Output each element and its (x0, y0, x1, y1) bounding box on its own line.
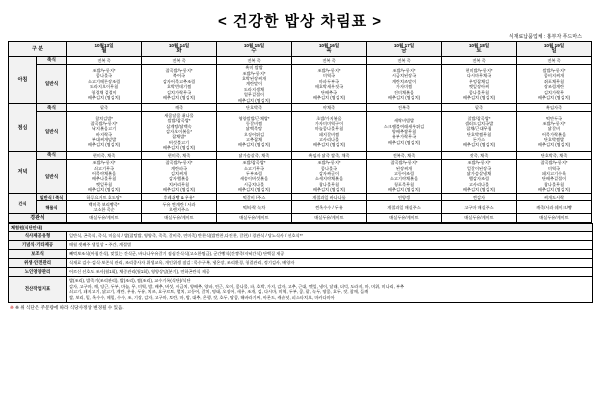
table-row (9, 104, 592, 112)
menu-cell: 전복 죽 (67, 56, 142, 64)
menu-cell: 전복 죽 (292, 56, 367, 64)
menu-cell: 매실두유/게이트 (367, 214, 442, 222)
meal-label-0: 아침 (9, 56, 37, 104)
menu-cell: 새콤달콤 취나물 쌀밥/잡곡밥* 삼계탕/닭백숙 감자오이볶음* 잡채밥* 버섯불고기 배추김치 (찜김치) (142, 112, 217, 152)
note-row (9, 276, 593, 302)
note-text-1: 매월 셋째주 생일상 ~ 주간, 계절별 (67, 241, 593, 250)
note-label-4: 노인영양관리 (9, 268, 67, 277)
menu-cell: 잣죽, 채죽 (442, 151, 517, 159)
menu-cell: 매실두유/게이트 (517, 214, 592, 222)
menu-cell: 깨죽 (142, 104, 217, 112)
menu-cell: 야채죽 (292, 104, 367, 112)
menu-cell: 전복죽 (367, 104, 442, 112)
menu-cell: 떡/타락 녹차 (217, 201, 292, 214)
meal-label-snack: 간식 (9, 194, 37, 214)
note-label-3: 위생·안전관리 (9, 259, 67, 268)
column-header-day-2: 10월 15일 수 (217, 42, 292, 57)
note-row (9, 268, 593, 277)
menu-table (8, 41, 592, 223)
table-row (9, 201, 592, 214)
menu-cell: 조밥/누룽지* 얼갈이된장국 닭가슴살냉채 햄감자조림 고사리나물 배추김치 (찜김치) (442, 159, 517, 193)
notes-table (8, 223, 593, 303)
menu-cell: 전복 죽 (367, 56, 442, 64)
diet-type-label: 일반식 / 죽식 (37, 194, 67, 201)
note-label-0: 식사제공유형 (9, 232, 67, 241)
menu-cell: 현미밥/누룽지* 다시마무채국 우엉잡채김 깻잎장아찌 콩나물무침 배추김치 (찜김치) (442, 64, 517, 104)
menu-cell: 조밥/누룽지* 콩나물국 소고기메론장조림 도라지오이무침 청경채 겉절이 배추김치 (찜김치) (67, 64, 142, 104)
menu-cell: 떡갈비 /주스 (217, 194, 292, 201)
meal-label-2: 저녁 (9, 151, 37, 193)
meal-label-tubefeed: 경관식 (9, 214, 67, 222)
footer-note (8, 305, 592, 311)
diet-type-label: 죽식 (37, 104, 67, 112)
menu-cell: 매실두유/게이트 (442, 214, 517, 222)
diet-type-label: 일반식 (37, 112, 67, 152)
diet-type-label: 죽식 (37, 56, 67, 64)
menu-cell: 흑임자 닭죽 쌀죽, 채죽 (292, 151, 367, 159)
menu-cell: 찐감자 (442, 194, 517, 201)
note-label-5: 전산작업지표 (9, 276, 67, 302)
note-label-1: 기념식·기타제공 (9, 241, 67, 250)
menu-cell: 깨죽/사과 쉐이크/빵 (517, 201, 592, 214)
menu-cell: 잡곡밥/누룽지* 계란파국 김치찌개 감자햄볶음 치커리무침 배추김치 (찜김치) (142, 159, 217, 193)
menu-cell: 조밥/누룽지* 콩나물국 감자짜글이 소세지야채볶음 참나물무침 배추김치 (찜김치) (292, 159, 367, 193)
menu-cell: 떡만두국 조밥/누룽지* 닭갈비 어묵가락볶음 단호박찜밥 배추김치 (찜김치) (517, 112, 592, 152)
note-text-0: 일반식, 곤죽식, 죽식, 미음식 / 밥(잡탕밥, 영양죽, 죽죽, 갈비죽, 연미죽) 반찬식(밥반찬,다진찬, 갈찬) / 경관식 / 당노식사 / 선호식** (67, 232, 593, 241)
menu-cell: 단호박죽, 채죽 (517, 151, 592, 159)
menu-cell: 하루요거트 호도땅* (67, 194, 142, 201)
column-header-division: 구 분 (9, 42, 67, 57)
note-row (9, 241, 593, 250)
menu-cell: 현미죽, 채죽 (67, 151, 142, 159)
column-header-day-4: 10월 17일 금 (367, 42, 442, 57)
menu-cell: 조밥/누룽지* 쇠고기무국 어묵야채볶음 배추나물무침 깻잎무침 배추김치 (찜김치) (67, 159, 142, 193)
menu-cell: 쌀밥/누룽지* 콩비지찌개 쥐포채무침 장조림계란 김치가락무 배추김치 (찜김치) (517, 64, 592, 104)
supplier-label: 식재료납품업체 : 홍부자 푸드마스 (508, 34, 582, 40)
menu-cell: 초밥/가지볶음 가자미미역구이 마늘콩나물무침 돼지갈비찜 고사리나물 배추김치 (찜김치) (292, 112, 367, 152)
menu-cell: 조밥/잡곡밥* 소고기무국 두부조림 새송이버섯볶음 시금치나물 배추김치 (찜김치) (217, 159, 292, 193)
page-title: < 건강한 밥상 차림표 > (217, 13, 383, 30)
menu-cell: 현미죽, 채죽 (142, 151, 217, 159)
column-header-day-6: 10월 19일 일 (517, 42, 592, 57)
menu-cell: 매실두유/게이트 (217, 214, 292, 222)
diet-type-label: 일반식 (37, 159, 67, 193)
column-header-day-5: 10월 18일 토 (442, 42, 517, 57)
table-row (9, 64, 592, 104)
table-row (9, 56, 592, 64)
column-header-day-3: 10월 16일 목 (292, 42, 367, 57)
meal-label-1: 점심 (9, 104, 37, 152)
menu-cell: 조밥/누룽지* 시금치된장국 계란치즈말이 가자미찜 진미채볶음 배추김치 (찜김치) (367, 64, 442, 104)
menu-cell: 찐옥수수 / 두유 (292, 201, 367, 214)
menu-cell: 조밥/누룽지* 미역국 마파두부국 애호박새우젓국 단배추국 배추김치 (찜김치) (292, 64, 367, 104)
menu-cell: 참치김밥* 잡곡밥/누룽지* 낙지볶음고기 바지락국 부대찌개덮밥 배추김치 (찜김치) (67, 112, 142, 152)
asterisk-icon: ※ (10, 304, 14, 310)
menu-cell: 계절과일 바나나롤 (292, 194, 367, 201)
menu-cell: 잡곡밥/누룽지* 된장찌개 고등어조림 소고기야채볶음 청포묵무침 배추김치 (찜김치) (367, 159, 442, 193)
menu-cell: 백미죽 보리빵죽* 고소한 죽순 (67, 201, 142, 214)
table-row (9, 159, 592, 193)
note-label-2: 보조식 (9, 250, 67, 259)
menu-cell: 매실두유/게이트 (142, 214, 217, 222)
menu-cell: 찌개도시락 (517, 194, 592, 201)
menu-cell: 단호박죽 (217, 104, 292, 112)
menu-cell: 전복죽, 채죽 (367, 151, 442, 159)
menu-cell: 영양쌀밥/근채밥* 등갈비찜 닭백묵탕 오징어튀김 고추잡채 배추김치 (찜김치) (217, 112, 292, 152)
menu-cell: 잡곡밥/누룽지* 북어국 감자어묵고추조림 호박번데기찜 김치가락무국 배추김치 (찜김치) (142, 64, 217, 104)
menu-cell: 매실두유/게이트 (292, 214, 367, 222)
menu-cell: 흑임자죽 (517, 104, 592, 112)
menu-cell: 잡곡밥/누룽지* 미역국 돼지고기수육 단배추겉절이 참나물무침 배추김치 (찜김치) (517, 159, 592, 193)
diet-type-label: 죽식 (37, 151, 67, 159)
column-header-day-1: 10월 14일 화 (142, 42, 217, 57)
menu-cell: 매실두유/게이트 (67, 214, 142, 222)
menu-cell: 전복 죽 (142, 56, 217, 64)
note-text-5: 밥(조리), 밥죽기(조리관리), 밥(조리), 찜(조리), 교수기록(식단)/식단 감자, 고구마, 깨, 당근, 두부, 마늘, 무, 미역, 밤, 배추, 버섯, 시금치, 양배추, 양파, 연근, 오이, 콩나물, 파, 호박, 가지, 감자, 고추, 근대, 깻잎, 냉이, 달래, 더덕, 도라지, 마, 머위, 미나리, 부추 쇠고기, 돼지고기, 닭고기, 계란, 우유, 두유, 치즈, 요구르트, 멸치, 고등어, 갈치, 명태, 오징어, 새우, 조개, 김, 다시마, 미역, 두부, 콩, 팥, 녹두, 땅콩, 호두, 잣, 참깨, 들깨 쌀, 보리, 밀, 옥수수, 메밀, 수수, 조, 기장, 감자, 고구마, 토란, 마, 밤, 대추, 은행, 잣, 호두, 땅콩, 해바라기씨, 아몬드, 캐슈넛, 피스타치오, 마카다미아 (67, 276, 593, 302)
menu-cell: 닭가슴살죽, 채죽 (217, 151, 292, 159)
menu-cell: 두유 찐계란 / 사과 오렌지주스 (142, 201, 217, 214)
note-row (9, 250, 593, 259)
table-row (9, 112, 592, 152)
diet-type-label: 해물식 (37, 201, 67, 214)
table-row (9, 151, 592, 159)
table-row (9, 214, 592, 222)
note-text-2: 빼먹보조식(아침간식), 맞있는 간식군, 바나나우유갈기 점심간식식(고소한찜금), 군간빵식(간짱죽/저녁간식) 단백질 제공 (67, 250, 593, 259)
menu-cell: 흑미 쌀밥 조밥/누룽지* 호박된장찌개 계란말이 도라지생채 열무겉절이 배추김치 (찜김치) (217, 64, 292, 104)
notes-title: 체험원(식단안내) (9, 223, 593, 232)
menu-cell: 전복 죽 (217, 56, 292, 64)
menu-cell: 후레쉬빵 & 우유* (142, 194, 217, 201)
menu-cell: 계절과일 매실주스 (367, 201, 442, 214)
menu-cell: 새싹비빔밥 스크램블여래새우튀김 양배추쌈무침 유부가락무국 배추김치 (찜김치) (367, 112, 442, 152)
note-row (9, 232, 593, 241)
table-row (9, 194, 592, 201)
menu-cell: 전복 죽 (517, 56, 592, 64)
menu-cell: 팥죽 (67, 104, 142, 112)
footer-text: ※ 위 식단은 주문량에 따라 식당사정상 변경될 수 있음. (15, 304, 124, 310)
notes-header-row (9, 223, 593, 232)
note-text-3: 식재료 검수·검식·보존식 관리, 조리종사자 위생교육, 개인위생 점검 : 목수구복, 냉온장, 조리환경, 청결관리, 정기검사, 배양자 (67, 259, 593, 268)
menu-cell: 팥죽 (442, 104, 517, 112)
note-row (9, 259, 593, 268)
menu-cell: 전복 죽 (442, 56, 517, 64)
column-header-day-0: 10월13일 월 (67, 42, 142, 57)
supplier-line (8, 33, 592, 40)
menu-cell: 찰밥/잡곡밥* 샐러드김치국밥 잡채/근대무침 단호박찜무침 돈가스 배추김치 (찜김치) (442, 112, 517, 152)
diet-type-label: 일반식 (37, 64, 67, 104)
menu-cell: 연양갱 (367, 194, 442, 201)
note-text-4: 어르신 선호도 조사(월1회), 체중관리(월1회), 영양상담(분기), 연하곤란식 제공 (67, 268, 593, 277)
menu-cell: 고구마 매실주스 (442, 201, 517, 214)
table-header-row (9, 42, 592, 57)
